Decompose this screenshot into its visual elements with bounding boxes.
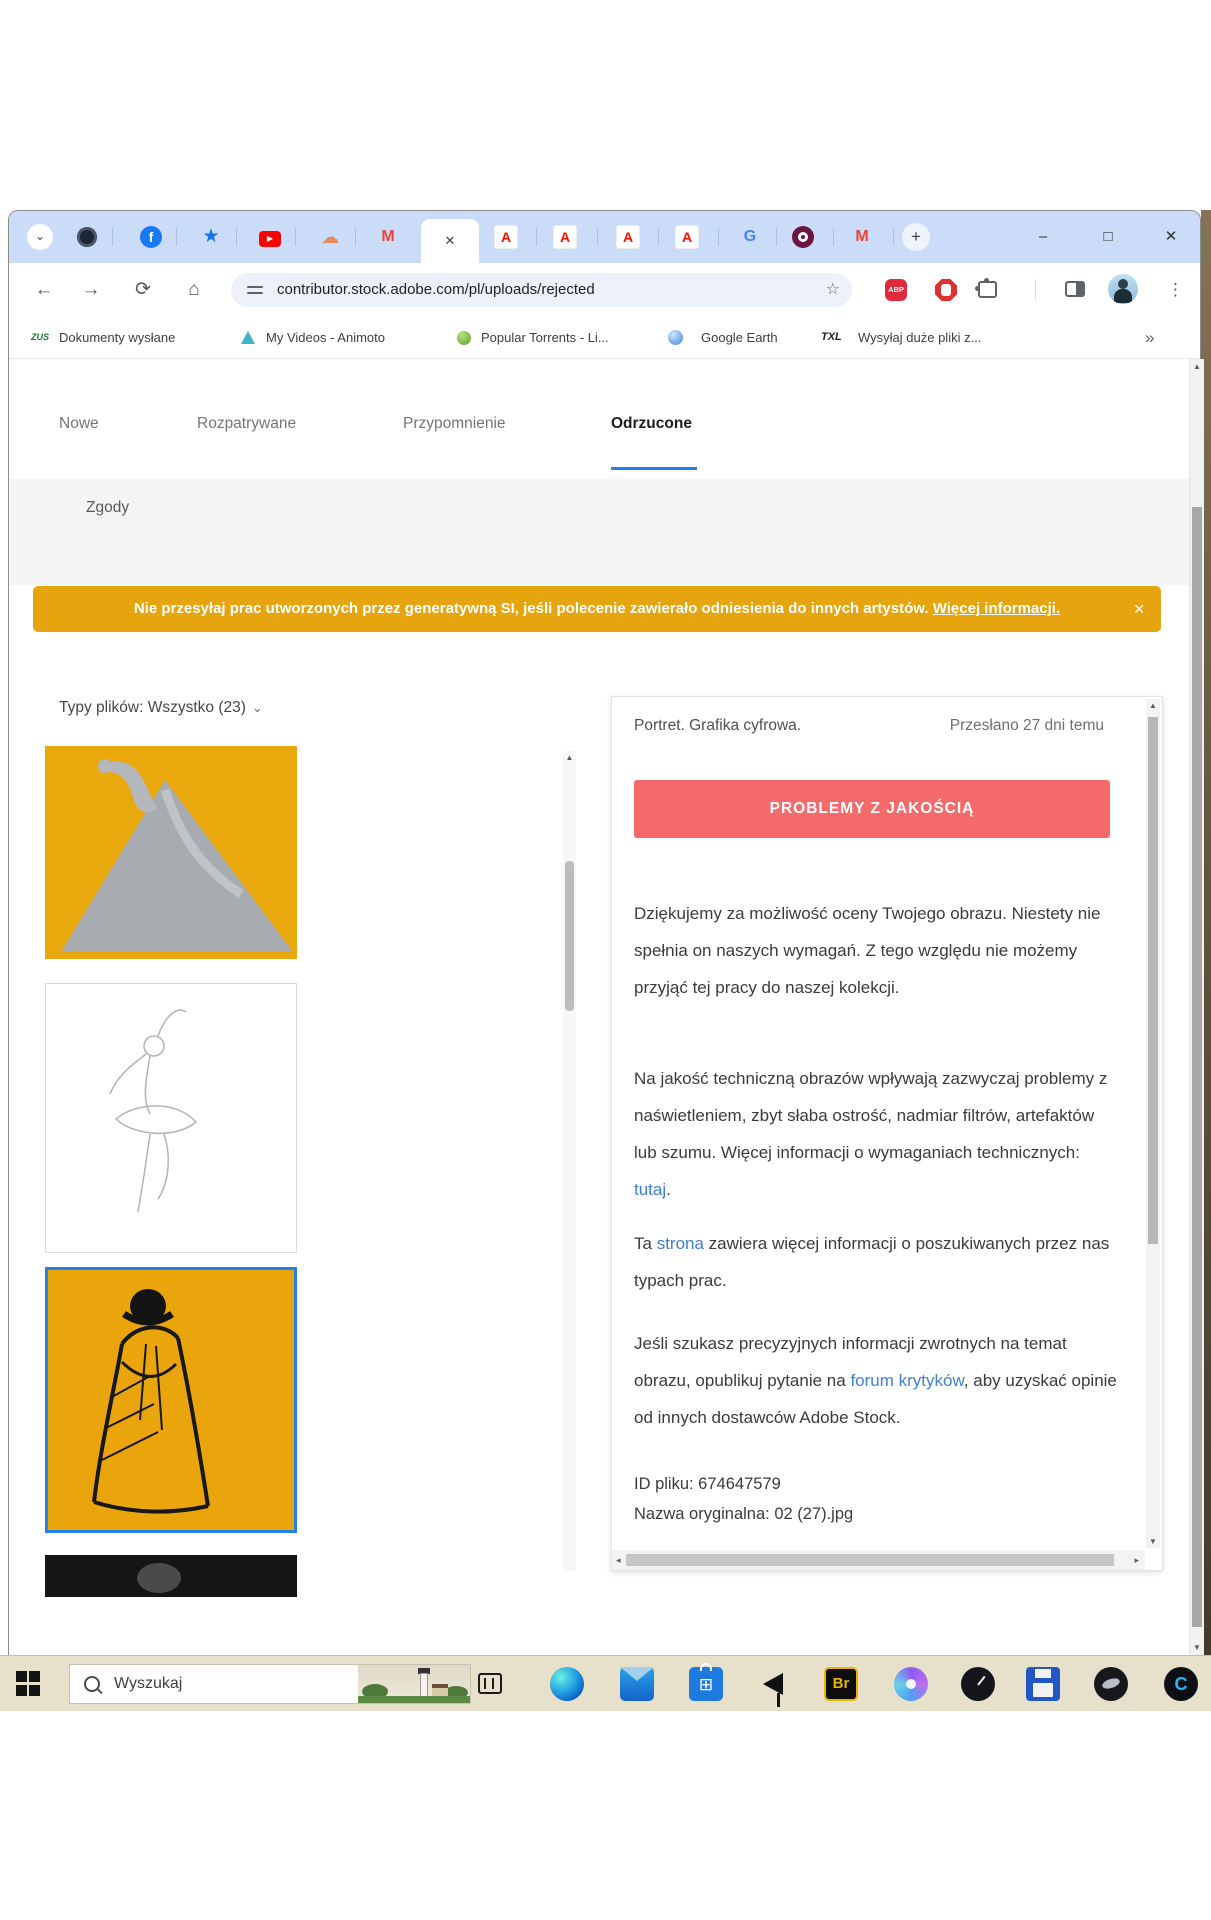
txl-icon: TXL — [821, 331, 842, 343]
thumbnail-dancer-gold[interactable] — [45, 746, 297, 959]
stop-hand-extension-icon[interactable] — [935, 279, 957, 301]
abp-label: ABP — [888, 285, 904, 294]
pinned-tab-purple-app[interactable] — [790, 224, 816, 250]
close-icon: ✕ — [1164, 228, 1178, 245]
banner-more-info-link[interactable]: Więcej informacji. — [932, 600, 1061, 617]
home-button[interactable] — [181, 263, 207, 316]
adblock-extension-icon[interactable] — [885, 279, 907, 301]
gauge-app-icon[interactable] — [961, 1667, 995, 1701]
tab-divider — [718, 228, 719, 246]
forward-icon: → — [81, 279, 101, 300]
back-icon: ← — [34, 279, 54, 300]
tab-odrzucone[interactable]: Odrzucone — [611, 415, 692, 432]
profile-avatar[interactable] — [1108, 274, 1138, 304]
back-button[interactable] — [31, 263, 57, 316]
artwork-ballerina — [46, 984, 296, 1252]
mail-icon[interactable] — [620, 1667, 654, 1701]
tab-divider — [833, 228, 834, 246]
forum-krytykow-link[interactable]: forum krytyków — [850, 1371, 964, 1390]
artwork-dark-shape — [137, 1563, 181, 1593]
bookmarks-bar — [9, 316, 1200, 359]
edge-icon[interactable] — [550, 1667, 584, 1701]
thumbnail-coat-figure-selected[interactable] — [45, 1267, 297, 1533]
home-icon: ⌂ — [188, 279, 200, 300]
pinned-tab-adobe-1[interactable] — [493, 224, 519, 250]
bookmark-txl[interactable]: Wysyłaj duże pliki z... — [858, 330, 982, 345]
artwork-dancer — [45, 746, 297, 959]
thumbnail-ballerina-sketch[interactable] — [45, 983, 297, 1253]
purple-swirl-app-icon[interactable] — [894, 1667, 928, 1701]
ground-shape — [358, 1696, 470, 1703]
torrents-icon — [457, 331, 471, 345]
task-view-button[interactable] — [478, 1673, 502, 1694]
asset-title: Portret. Grafika cyfrowa. — [634, 717, 802, 734]
gen-ai-warning-banner — [33, 586, 1161, 632]
toolbar-divider — [1035, 279, 1036, 300]
address-bar[interactable] — [231, 273, 852, 307]
pinned-tab-gmail[interactable] — [375, 224, 401, 250]
tab-divider — [355, 228, 356, 246]
scrollbar-thumb[interactable] — [1192, 507, 1202, 1627]
bookmark-star-icon[interactable]: ☆ — [825, 281, 840, 298]
scroll-left-icon[interactable]: ◂ — [616, 1555, 621, 1565]
pinned-tab-adobe-4[interactable] — [674, 224, 700, 250]
adobe-bridge-icon[interactable] — [824, 1667, 858, 1701]
bookmarks-overflow-button[interactable]: » — [1145, 328, 1155, 347]
file-type-filter[interactable] — [59, 699, 263, 717]
minimize-icon: – — [1038, 228, 1048, 245]
site-info-icon[interactable] — [247, 283, 263, 297]
bookmark-torrents[interactable]: Popular Torrents - Li... — [481, 330, 609, 345]
tab-divider — [893, 228, 894, 246]
tab-rozpatrywane[interactable]: Rozpatrywane — [197, 415, 297, 432]
reload-icon: ⟳ — [135, 279, 151, 300]
microsoft-store-icon[interactable] — [689, 1667, 723, 1701]
url-text[interactable]: contributor.stock.adobe.com/pl/uploads/rejected — [277, 281, 595, 298]
plus-icon: + — [911, 227, 921, 246]
tab-strip — [9, 211, 1200, 263]
active-tab-underline — [611, 467, 697, 470]
pinned-tab-cloud[interactable] — [317, 224, 343, 250]
tab-divider — [176, 228, 177, 246]
chevron-down-icon: ⌄ — [34, 229, 46, 243]
tab-divider — [536, 228, 537, 246]
thumbnail-dark-partial[interactable] — [45, 1555, 297, 1597]
bookmark-google-earth[interactable]: Google Earth — [701, 330, 778, 345]
page-content — [9, 359, 1200, 1655]
windows-logo-icon — [29, 1671, 40, 1682]
rejection-paragraph-2 — [634, 1060, 1118, 1208]
adobe-icon: A — [494, 225, 518, 249]
rejection-paragraph-1: Dziękujemy za możliwość oceny Twojego obrazu. Niestety nie spełnia on naszych wymagań. Z tego względu nie możemy przyjąć tej pracy do naszej kolekcji. — [634, 904, 1101, 997]
windows-logo-icon — [16, 1671, 27, 1682]
adobe-icon: A — [553, 225, 577, 249]
zus-icon: ZUS — [31, 332, 49, 342]
windows-taskbar — [0, 1655, 1211, 1711]
pinned-tab-gmail-2[interactable] — [849, 224, 875, 250]
panel-vertical-scrollbar[interactable] — [1146, 699, 1160, 1548]
active-tab[interactable] — [421, 219, 479, 263]
search-icon — [84, 1676, 100, 1692]
chevron-down-icon: ⌄ — [251, 700, 263, 715]
bookmark-dokumenty[interactable]: Dokumenty wysłane — [59, 330, 176, 345]
store-grid-icon: ⊞ — [698, 1675, 714, 1694]
pinned-tab-dark-app[interactable] — [74, 224, 100, 250]
scrollbar-thumb[interactable] — [565, 861, 574, 1011]
paragraph-text: Ta — [634, 1234, 657, 1253]
rejection-paragraph-3 — [634, 1225, 1118, 1299]
rejection-detail-panel — [611, 696, 1163, 1571]
scroll-up-icon[interactable]: ▲ — [565, 753, 574, 762]
facebook-icon: f — [140, 226, 162, 248]
tab-search-button[interactable] — [27, 224, 53, 250]
star-icon: ★ — [202, 226, 220, 247]
tab-nowe[interactable]: Nowe — [59, 415, 99, 432]
adobe-icon: A — [616, 225, 640, 249]
browser-toolbar — [9, 263, 1200, 316]
browser-window — [8, 210, 1201, 1655]
paragraph-text: . — [666, 1180, 671, 1199]
maximize-icon: □ — [1103, 228, 1113, 245]
tab-zgody[interactable]: Zgody — [86, 499, 130, 516]
extensions-puzzle-icon[interactable] — [978, 281, 997, 298]
pinned-tab-starred[interactable] — [198, 224, 224, 250]
animoto-icon — [241, 331, 255, 344]
paragraph-text: Jeśli szukasz precyzyjnych informacji zwrotnych na temat obrazu, opublikuj pytanie na — [634, 1334, 1067, 1390]
earth-globe-icon — [668, 330, 683, 345]
tab-divider — [236, 228, 237, 246]
br-label: Br — [832, 1675, 850, 1692]
scrollbar-thumb[interactable] — [1148, 717, 1158, 1244]
pinned-tab-adobe-3[interactable] — [615, 224, 641, 250]
rejection-reason-button[interactable]: PROBLEMY Z JAKOŚCIĄ — [634, 780, 1110, 838]
bookmark-animoto[interactable]: My Videos - Animoto — [266, 330, 385, 345]
browser-menu-button[interactable] — [1167, 263, 1184, 316]
rejection-paragraph-4 — [634, 1325, 1118, 1436]
scrollbar-thumb[interactable] — [626, 1554, 1114, 1566]
panel-horizontal-scrollbar[interactable] — [612, 1550, 1145, 1570]
pinned-tab-adobe-2[interactable] — [552, 224, 578, 250]
scroll-up-icon[interactable]: ▲ — [1193, 362, 1201, 371]
start-button[interactable] — [16, 1671, 41, 1696]
tab-divider — [776, 228, 777, 246]
side-panel-icon[interactable] — [1065, 281, 1085, 297]
original-filename: Nazwa oryginalna: 02 (27).jpg — [634, 1505, 854, 1523]
minimize-button[interactable] — [1028, 211, 1058, 263]
pinned-tab-facebook[interactable] — [138, 224, 164, 250]
windows-logo-icon — [16, 1685, 27, 1696]
search-placeholder: Wyszukaj — [114, 1675, 183, 1692]
forward-button[interactable] — [78, 263, 104, 316]
tab-divider — [112, 228, 113, 246]
scroll-right-icon[interactable]: ▸ — [1134, 1555, 1139, 1565]
banner-close-icon[interactable]: ✕ — [1133, 601, 1145, 617]
filter-label: Typy plików: Wszystko (23) — [59, 699, 246, 716]
pinned-tab-google[interactable] — [737, 224, 763, 250]
coins-app-icon[interactable] — [1094, 1667, 1128, 1701]
search-highlight-image[interactable] — [358, 1665, 470, 1703]
youtube-icon: ▶ — [259, 231, 281, 247]
tab-divider — [295, 228, 296, 246]
file-id: ID pliku: 674647579 — [634, 1475, 781, 1493]
scroll-down-icon[interactable]: ▼ — [1193, 1643, 1201, 1652]
scroll-down-icon[interactable]: ▼ — [1149, 1537, 1157, 1546]
thumbnail-list-scrollbar[interactable] — [563, 751, 576, 1571]
tab-divider — [658, 228, 659, 246]
pinned-tab-youtube[interactable] — [257, 224, 283, 250]
banner-text: Nie przesyłaj prac utworzonych przez generatywną SI, jeśli polecenie zawierało odniesienia do innych artystów. — [133, 600, 929, 617]
paragraph-text: , aby uzyskać opinie od innych dostawców Adobe Stock. — [634, 1371, 1117, 1427]
windows-logo-icon — [29, 1685, 40, 1696]
adobe-icon: A — [675, 225, 699, 249]
cloud-icon: ☁ — [321, 227, 339, 247]
lighthouse-tower — [420, 1673, 428, 1697]
tab-przypomnienie[interactable]: Przypomnienie — [403, 415, 506, 432]
maximize-button[interactable] — [1093, 211, 1123, 263]
gmail-icon: M — [855, 228, 869, 245]
google-icon: G — [743, 228, 757, 245]
upload-date: Przesłano 27 dni temu — [949, 717, 1104, 734]
save-floppy-app-icon[interactable] — [1026, 1667, 1060, 1701]
close-tab-icon[interactable]: ✕ — [444, 233, 456, 248]
paragraph-text: Na jakość techniczną obrazów wpływają zazwyczaj problemy z naświetleniem, zbyt słaba ostrość, nadmiar filtrów, artefaktów lub szumu. Więcej informacji o wymaganiach technicznych: — [634, 1069, 1108, 1162]
new-tab-button[interactable] — [902, 223, 930, 251]
paragraph-text: zawiera więcej informacji o poszukiwanych przez nas typach prac. — [634, 1234, 1110, 1290]
purple-app-icon — [792, 226, 814, 248]
c-label: C — [1174, 1674, 1188, 1694]
gmail-icon: M — [381, 228, 395, 245]
page-vertical-scrollbar[interactable] — [1189, 359, 1204, 1655]
speaker-app-icon[interactable] — [757, 1667, 791, 1701]
speaker-shape — [763, 1673, 783, 1695]
sub-tab-band — [9, 479, 1189, 585]
tab-divider — [597, 228, 598, 246]
close-window-button[interactable] — [1156, 211, 1186, 263]
artwork-coat-figure — [48, 1270, 294, 1530]
dark-app-icon — [77, 227, 97, 247]
scroll-up-icon[interactable]: ▲ — [1149, 701, 1157, 710]
c-ring-app-icon[interactable] — [1164, 1667, 1198, 1701]
strona-link[interactable]: strona — [656, 1234, 704, 1253]
taskbar-search[interactable] — [69, 1664, 471, 1704]
reload-button[interactable] — [130, 263, 156, 316]
tutaj-link[interactable]: tutaj — [634, 1180, 667, 1199]
dots-icon: ⋮ — [1167, 280, 1184, 299]
